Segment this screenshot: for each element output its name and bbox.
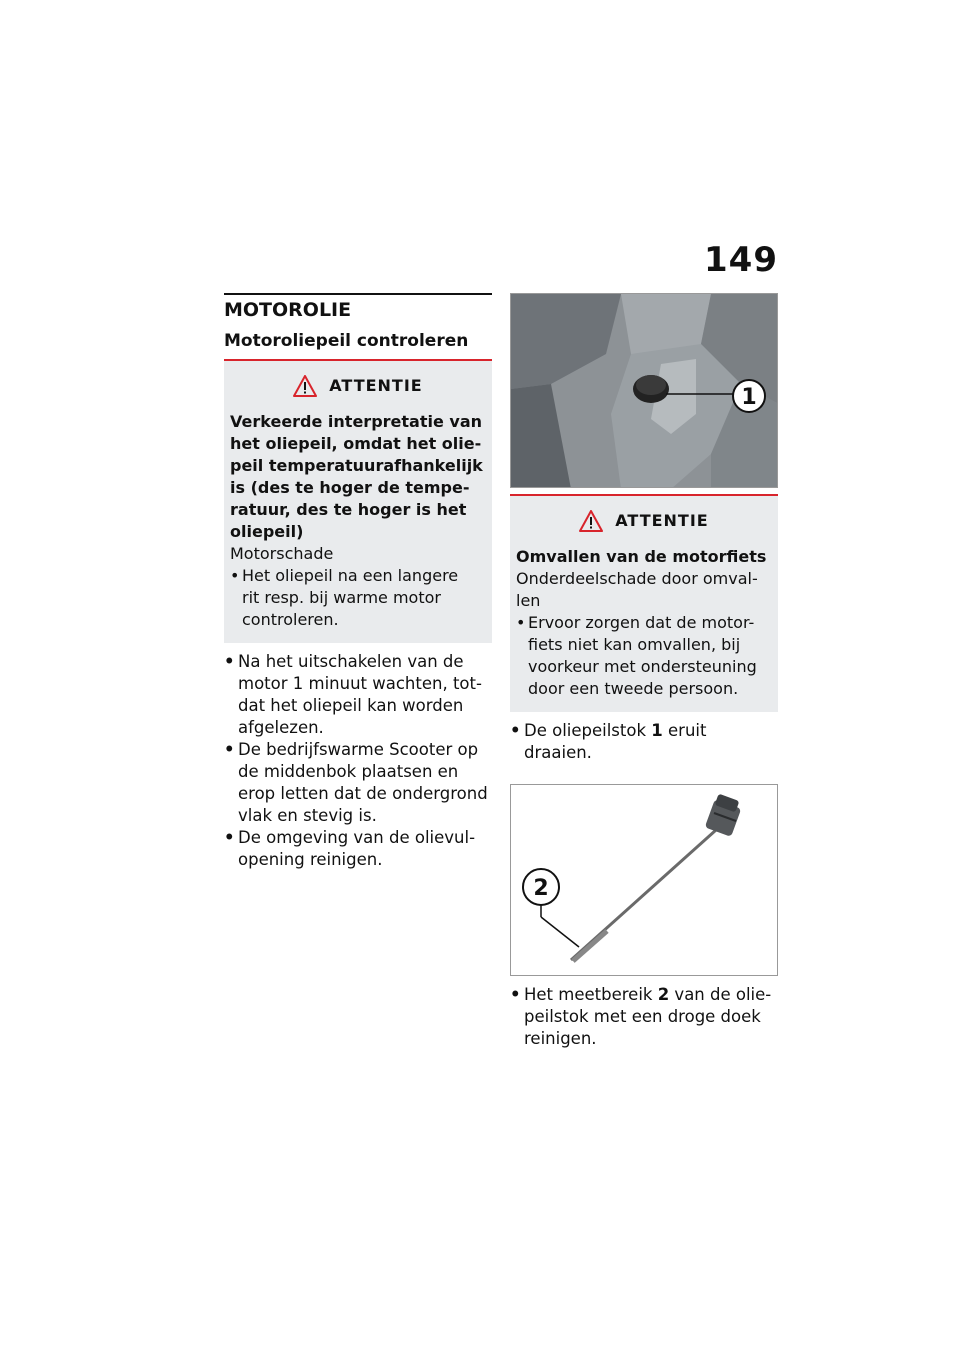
list-item <box>224 651 492 739</box>
warning-cause-line: oliepeil) <box>230 522 304 541</box>
warning-triangle-icon <box>293 375 317 397</box>
figure2-callout-text: 2 <box>533 876 549 901</box>
warning-cause-line: Verkeerde interpretatie van <box>230 412 483 431</box>
subsection-title: Motoroliepeil controleren <box>224 331 492 361</box>
oil-filler-cap-figure <box>510 293 778 488</box>
step-text: eruit <box>662 721 707 740</box>
warning-action-line: rit resp. bij warme motor <box>242 588 441 607</box>
section-title: MOTOROLIE <box>224 293 492 327</box>
warning-header <box>516 510 772 532</box>
scooter-panel-illustration <box>511 294 778 488</box>
dipstick-figure <box>510 784 778 976</box>
list-item <box>510 720 778 764</box>
step-line <box>524 984 771 1006</box>
step-line: reinigen. <box>524 1029 597 1048</box>
step-line: vlak en stevig is. <box>238 806 377 825</box>
dipstick-illustration <box>511 785 778 976</box>
step-ref-number: 2 <box>657 985 670 1004</box>
list-item <box>224 827 492 871</box>
step-line: motor 1 minuut wachten, tot- <box>238 674 482 693</box>
figure1-callout-text: 1 <box>741 385 757 410</box>
step-line: De omgeving van de olievul- <box>238 828 476 847</box>
warning-action-line: Het oliepeil na een langere <box>242 566 459 585</box>
step-line: peilstok met een droge doek <box>524 1007 761 1026</box>
warning-cause-line: peil temperatuurafhankelijk <box>230 456 483 475</box>
right-column <box>510 293 778 1050</box>
warning-cause-line: is (des te hoger de tempe- <box>230 478 470 497</box>
step-line <box>524 720 706 742</box>
step-line: De bedrijfswarme Scooter op <box>238 740 479 759</box>
warning-triangle-icon <box>579 510 603 532</box>
warning-consequence-line: len <box>516 591 541 610</box>
page-number: 149 <box>704 240 778 280</box>
step-line: opening reinigen. <box>238 850 383 869</box>
step-line: Na het uitschakelen van de <box>238 652 464 671</box>
steps-list-right-2 <box>510 984 778 1050</box>
warning-box-right <box>510 494 778 712</box>
warning-action <box>516 612 772 700</box>
step-line: erop letten dat de ondergrond <box>238 784 488 803</box>
bullet-dot-icon: • <box>510 721 521 740</box>
left-column <box>224 293 492 871</box>
step-line: afgelezen. <box>238 718 324 737</box>
warning-consequence: Motorschade <box>230 544 334 563</box>
step-line: draaien. <box>524 743 592 762</box>
step-ref-number: 1 <box>651 721 663 740</box>
bullet-dot-icon: • <box>224 828 235 847</box>
warning-action-line: door een tweede persoon. <box>528 679 739 698</box>
warning-action-line: Ervoor zorgen dat de motor- <box>528 613 755 632</box>
bullet-dot-icon: • <box>516 613 526 632</box>
warning-action-line: controleren. <box>242 610 339 629</box>
step-line: dat het oliepeil kan worden <box>238 696 464 715</box>
step-text: van de olie- <box>669 985 772 1004</box>
warning-cause <box>230 411 486 543</box>
step-text: Het meetbereik <box>524 985 658 1004</box>
bullet-dot-icon: • <box>224 740 235 759</box>
warning-cause: Omvallen van de motorfiets <box>516 547 767 566</box>
warning-box-left <box>224 361 492 643</box>
bullet-dot-icon: • <box>510 985 521 1004</box>
steps-list-right-1 <box>510 720 778 764</box>
list-item <box>224 739 492 827</box>
warning-cause-line: het oliepeil, omdat het olie- <box>230 434 482 453</box>
warning-header <box>230 375 486 397</box>
list-item <box>510 984 778 1050</box>
warning-action-line: voorkeur met ondersteuning <box>528 657 757 676</box>
warning-title: ATTENTIE <box>329 376 423 395</box>
warning-cause-line: ratuur, des te hoger is het <box>230 500 467 519</box>
warning-consequence <box>516 568 772 612</box>
warning-action <box>230 565 486 631</box>
step-line: de middenbok plaatsen en <box>238 762 459 781</box>
bullet-dot-icon: • <box>224 652 235 671</box>
step-text: De oliepeilstok <box>524 721 652 740</box>
bullet-dot-icon: • <box>230 566 240 585</box>
warning-action-line: fiets niet kan omvallen, bij <box>528 635 741 654</box>
steps-list <box>224 651 492 871</box>
warning-consequence-line: Onderdeelschade door omval- <box>516 569 758 588</box>
warning-title: ATTENTIE <box>615 511 709 530</box>
